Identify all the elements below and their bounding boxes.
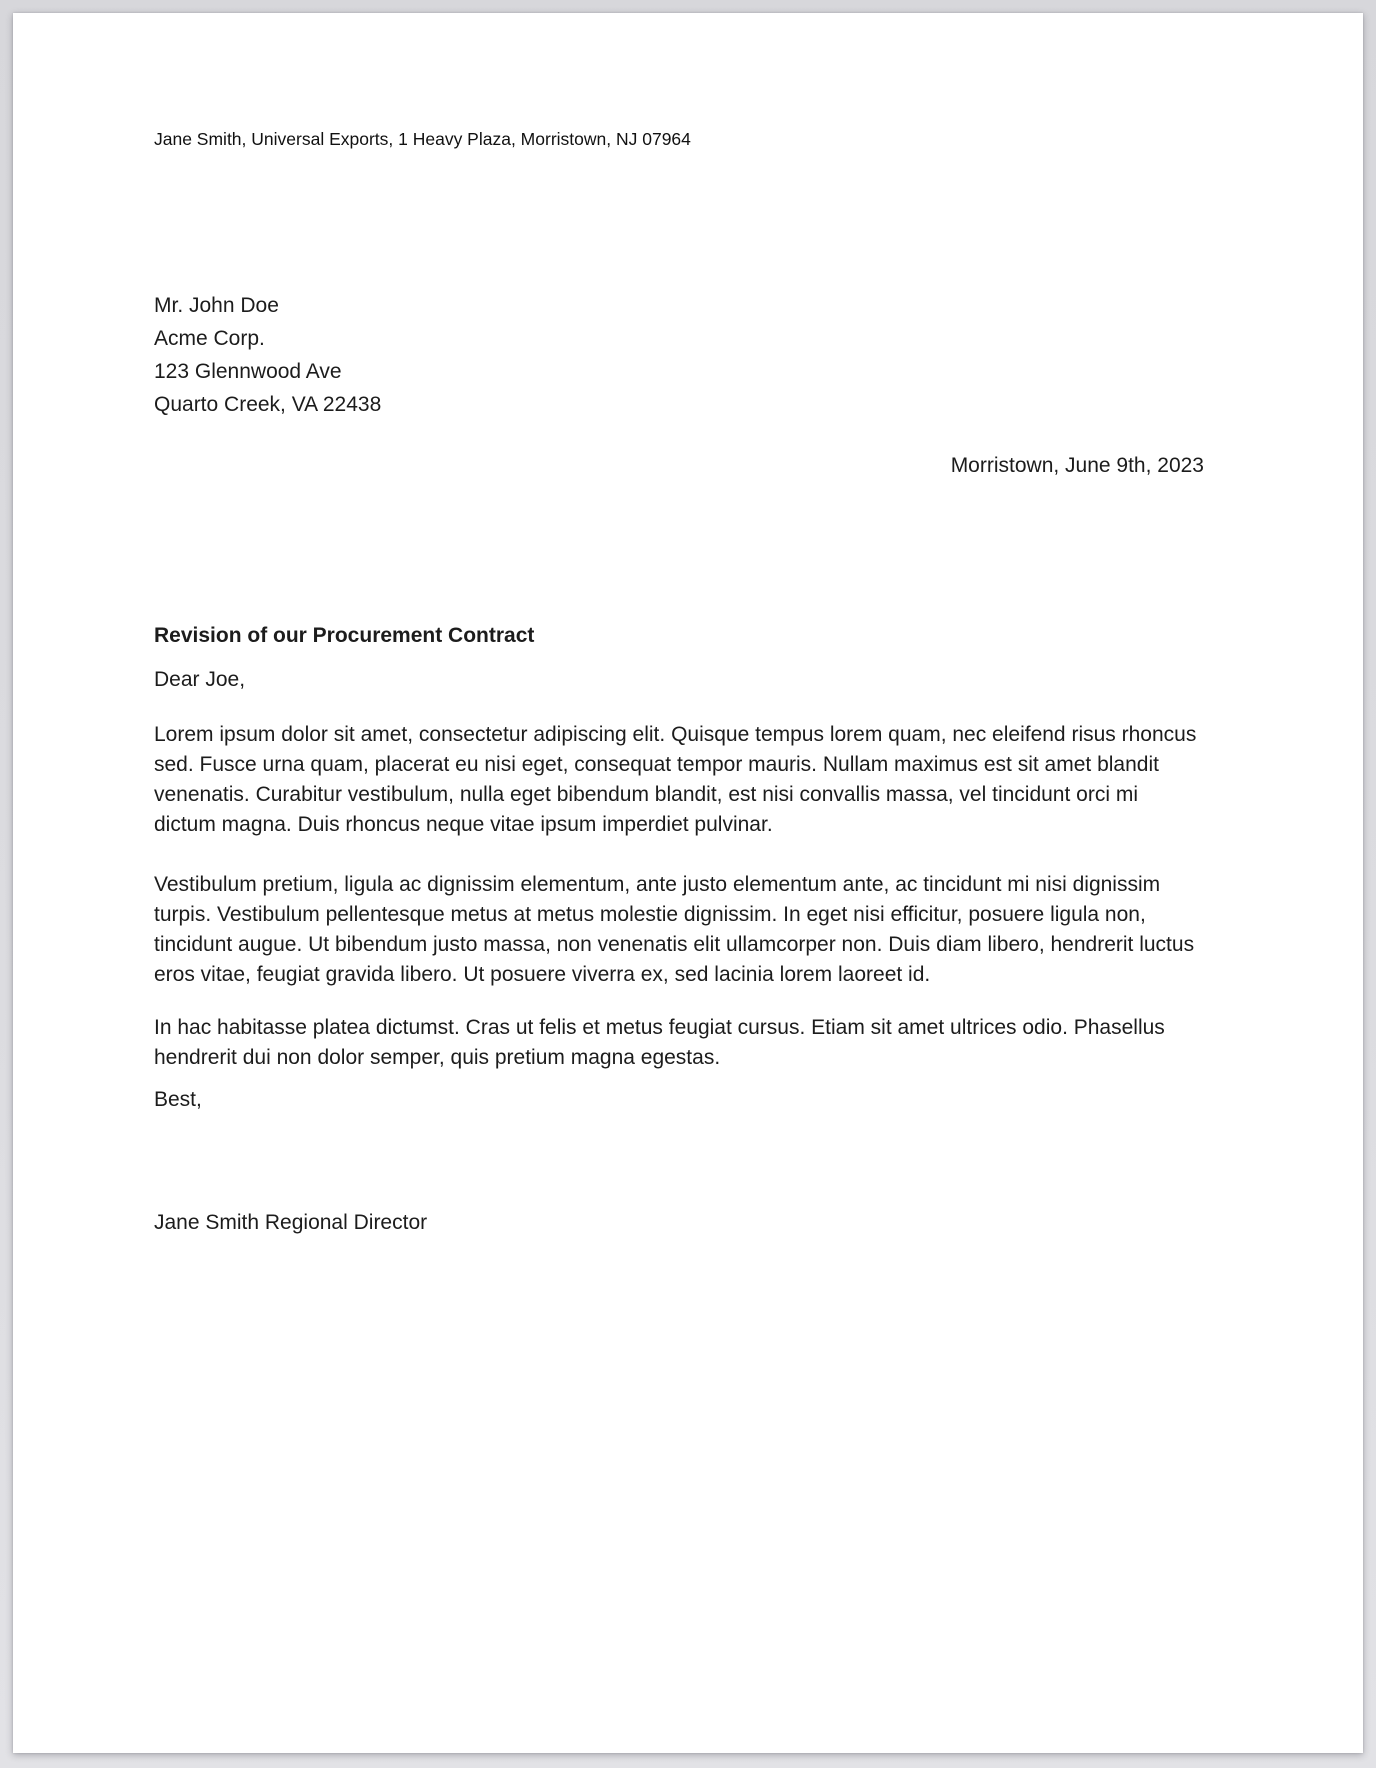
recipient-name: Mr. John Doe [154, 294, 279, 317]
body-paragraph-2: Vestibulum pretium, ligula ac dignissim elementum, ante justo elementum ante, ac tincidunt mi nisi dignissim turpis. Vestibulum pellentesque metus at metus molestie dignissim. In eget nisi efficitur, posuere ligula non, tincidunt augue. Ut bibendum justo massa, non venenatis elit ullamcorper non. Duis diam libero, hendrerit luctus eros vitae, feugiat gravida libero. Ut posuere viverra ex, sed lacinia lorem laoreet id. [154, 873, 1195, 986]
body-paragraph-1: Lorem ipsum dolor sit amet, consectetur adipiscing elit. Quisque tempus lorem quam, nec eleifend risus rhoncus sed. Fusce urna quam, placerat eu nisi eget, consequat tempor mauris. Nullam maximus est sit amet blandit venenatis. Curabitur vestibulum, nulla eget bibendum blandit, est nisi convallis massa, vel tincidunt orci mi dictum magna. Duis rhoncus neque vitae ipsum imperdiet pulvinar. [154, 723, 1197, 836]
letter-page [13, 13, 1363, 1753]
place-and-date-line: Morristown, June 9th, 2023 [950, 454, 1204, 477]
subject-line: Revision of our Procurement Contract [154, 624, 535, 647]
salutation: Dear Joe, [154, 668, 246, 691]
letter-content [13, 13, 1363, 1753]
sender-address-line: Jane Smith, Universal Exports, 1 Heavy Plaza, Morristown, NJ 07964 [154, 129, 691, 149]
recipient-street: 123 Glennwood Ave [154, 360, 342, 383]
closing: Best, [154, 1088, 202, 1111]
recipient-company: Acme Corp. [154, 327, 265, 350]
signature-name-title: Jane Smith Regional Director [154, 1211, 428, 1234]
recipient-address-block [154, 289, 1204, 421]
recipient-city-state-zip: Quarto Creek, VA 22438 [154, 393, 382, 416]
body-paragraph-3: In hac habitasse platea dictumst. Cras ut felis et metus feugiat cursus. Etiam sit amet ultrices odio. Phasellus hendrerit dui non dolor semper, quis pretium magna egestas. [154, 1016, 1165, 1069]
